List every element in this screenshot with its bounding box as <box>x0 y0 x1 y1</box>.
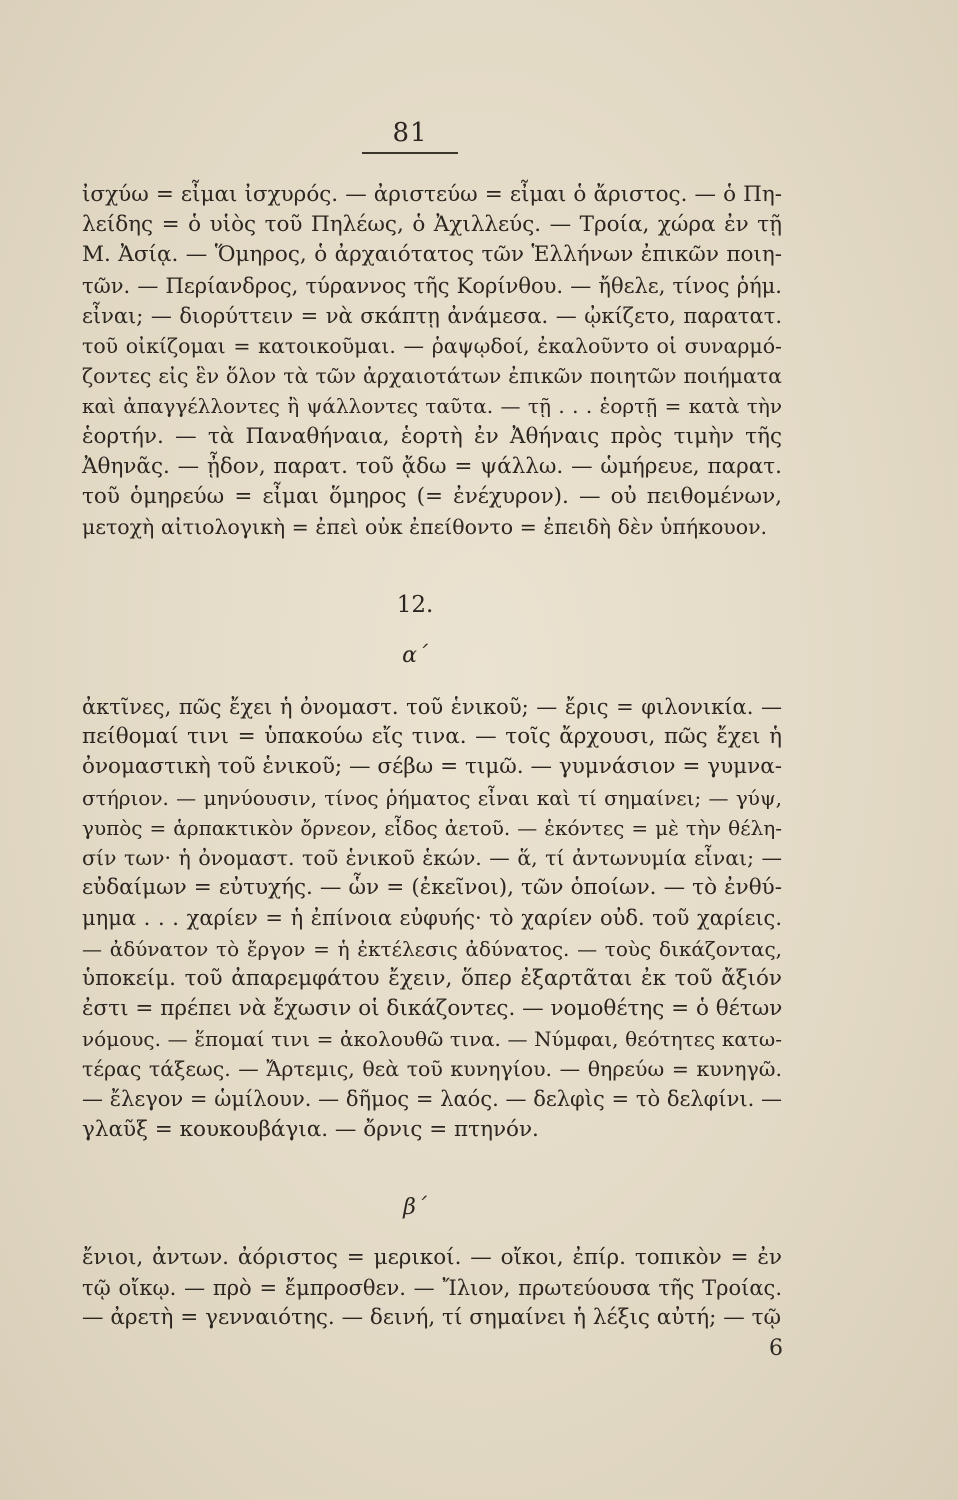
text-line: ζοντες εἰς ἓν ὅλον τὰ τῶν ἀρχαιοτάτων ἐπικῶν ποιητῶν ποιήματα <box>82 364 782 389</box>
subsection-beta: β΄ <box>403 1195 427 1220</box>
text-line: μημα . . . χαρίεν = ἡ ἐπίνοια εὐφυής· τὸ χαρίεν οὐδ. τοῦ χαρίεις. <box>82 906 782 931</box>
text-line: εὐδαίμων = εὐτυχής. — ὧν = (ἐκεῖνοι), τῶν ὁποίων. — τὸ ἐνθύ- <box>82 875 782 901</box>
text-line: τοῦ οἰκίζομαι = κατοικοῦμαι. — ῥαψῳδοί, ἐκαλοῦντο οἱ συναρμό- <box>82 333 782 358</box>
text-line: γλαῦξ = κουκουβάγια. — ὄρνις = πτηνόν. <box>82 1116 539 1142</box>
text-line: ἐστι = πρέπει νὰ ἔχωσιν οἱ δικάζοντες. — νομοθέτης = ὁ θέτων <box>82 995 783 1021</box>
text-line: καὶ ἀπαγγέλλοντες ἢ ψάλλοντες ταῦτα. — τῇ . . . ἑορτῇ = κατὰ τὴν <box>82 394 782 419</box>
text-line: γυπὸς = ἁρπακτικὸν ὄρνεον, εἶδος ἀετοῦ. — ἑκόντες = μὲ τὴν θέλη- <box>82 815 782 840</box>
text-line: — ἀρετὴ = γενναιότης. — δεινή, τί σημαίνει ἡ λέξις αὐτή; — τῷ <box>82 1305 782 1331</box>
text-line: ἔνιοι, ἀντων. ἀόριστος = μερικοί. — οἴκοι, ἐπίρ. τοπικὸν = ἐν <box>82 1245 782 1270</box>
text-line: πείθομαί τινι = ὑπακούω εἴς τινα. — τοῖς ἄρχουσι, πῶς ἔχει ἡ <box>82 724 782 750</box>
subsection-alpha: α΄ <box>402 643 428 668</box>
glossary-block-2 <box>82 692 782 1145</box>
text-line: Ἀθηνᾶς. — ᾖδον, παρατ. τοῦ ᾄδω = ψάλλω. — ὡμήρευε, παρατ. <box>82 453 782 479</box>
glossary-block-3 <box>82 1243 782 1334</box>
glossary-block-1 <box>82 180 782 542</box>
text-line: τοῦ ὁμηρεύω = εἶμαι ὅμηρος (= ἐνέχυρον). — οὐ πειθομένων, <box>82 483 782 509</box>
text-line: εἶναι; — διορύττειν = νὰ σκάπτῃ ἀνάμεσα. — ᾠκίζετο, παρατατ. <box>82 303 782 328</box>
text-line: ὑποκείμ. τοῦ ἀπαρεμφάτου ἔχειν, ὅπερ ἐξαρτᾶται ἐκ τοῦ ἄξιόν <box>82 965 782 991</box>
signature-mark: 6 <box>769 1336 783 1361</box>
text-line: νόμους. — ἕπομαί τινι = ἀκολουθῶ τινα. — Νύμφαι, θεότητες κατω- <box>82 1027 782 1052</box>
section-number: 12. <box>396 592 434 618</box>
text-line: λείδης = ὁ υἱὸς τοῦ Πηλέως, ὁ Ἀχιλλεύς. — Τροία, χώρα ἐν τῇ <box>82 212 782 238</box>
text-line: — ἔλεγον = ὡμίλουν. — δῆμος = λαός. — δελφὶς = τὸ δελφίνι. — <box>82 1087 782 1112</box>
text-line: ἑορτήν. — τὰ Παναθήναια, ἑορτὴ ἐν Ἀθήναις πρὸς τιμὴν τῆς <box>82 423 782 449</box>
text-line: στήριον. — μηνύουσιν, τίνος ῥήματος εἶναι καὶ τί σημαίνει; — γύψ, <box>82 785 782 810</box>
text-line: σίν των· ἡ ὀνομαστ. τοῦ ἑνικοῦ ἑκών. — ἅ, τί ἀντωνυμία εἶναι; — <box>82 845 782 870</box>
text-line: — ἀδύνατον τὸ ἔργον = ἡ ἐκτέλεσις ἀδύνατος. — τοὺς δικάζοντας, <box>82 936 782 961</box>
text-line: Μ. Ἀσίᾳ. — Ὅμηρος, ὁ ἀρχαιότατος τῶν Ἑλλήνων ἐπικῶν ποιη- <box>82 242 782 268</box>
text-line: ὀνομαστικὴ τοῦ ἑνικοῦ; — σέβω = τιμῶ. — γυμνάσιον = γυμνα- <box>82 754 782 780</box>
text-line: μετοχὴ αἰτιολογικὴ = ἐπεὶ οὐκ ἐπείθοντο = ἐπειδὴ δὲν ὑπήκουον. <box>82 515 768 540</box>
text-line: ἀκτῖνες, πῶς ἔχει ἡ ὀνομαστ. τοῦ ἑνικοῦ; — ἔρις = φιλονικία. — <box>82 695 782 719</box>
text-line: τῷ οἴκῳ. — πρὸ = ἔμπροσθεν. — Ἴλιον, πρωτεύουσα τῆς Τροίας. <box>82 1276 782 1301</box>
text-line: τῶν. — Περίανδρος, τύραννος τῆς Κορίνθου. — ἤθελε, τίνος ῥήμ. <box>82 273 782 298</box>
text-line: ἰσχύω = εἶμαι ἰσχυρός. — ἀριστεύω = εἶμαι ὁ ἄριστος. — ὁ Πη- <box>82 182 782 207</box>
page-number: 81 <box>392 118 428 148</box>
text-line: τέρας τάξεως. — Ἄρτεμις, θεὰ τοῦ κυνηγίου. — θηρεύω = κυνηγῶ. <box>82 1057 782 1082</box>
page-number-rule <box>362 152 458 154</box>
